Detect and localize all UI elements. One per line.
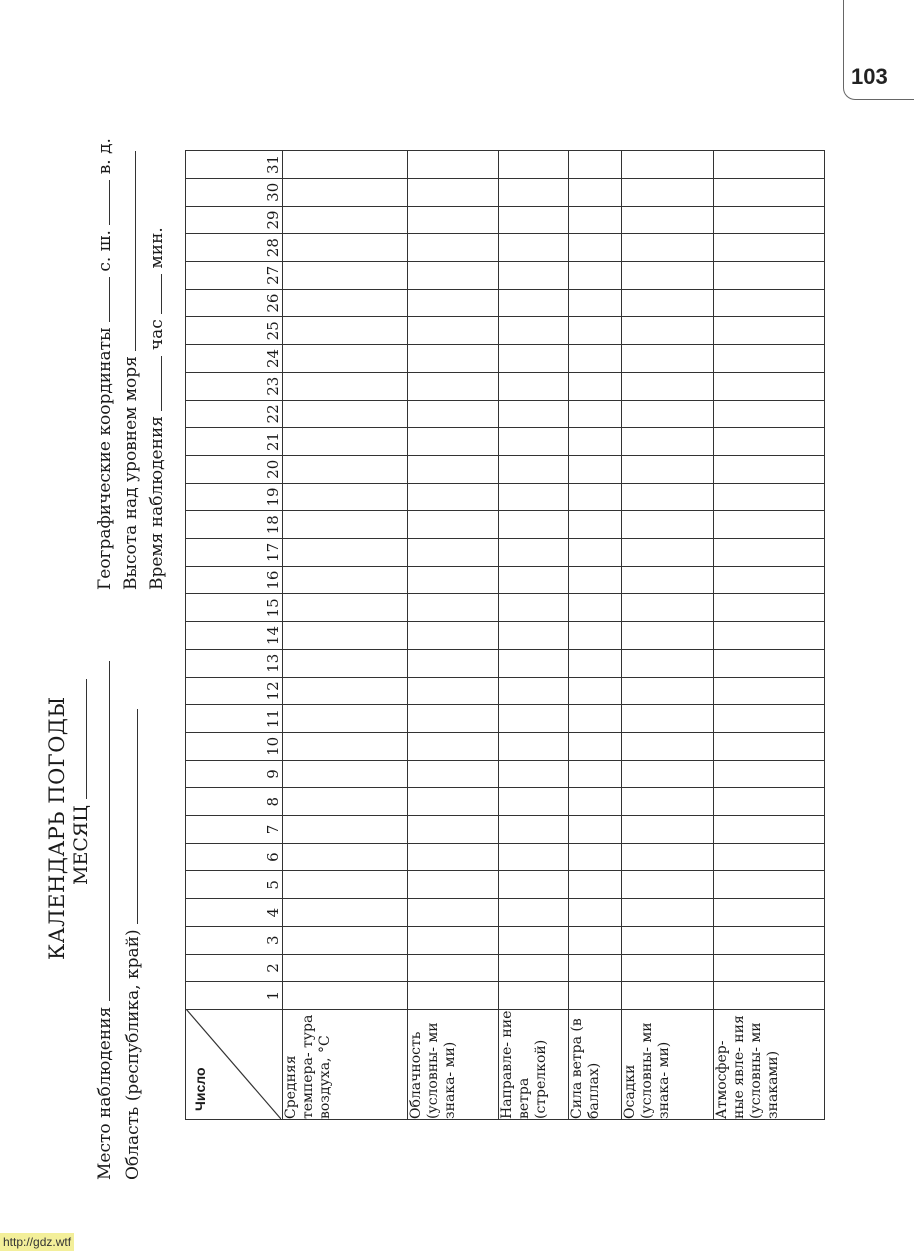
entry-cell[interactable] — [569, 760, 621, 788]
entry-cell[interactable] — [282, 345, 408, 373]
entry-cell[interactable] — [408, 788, 499, 816]
day-number: 10 — [186, 732, 283, 760]
entry-cell[interactable] — [408, 926, 499, 954]
entry-cell[interactable] — [569, 234, 621, 262]
entry-cell[interactable] — [569, 926, 621, 954]
entry-cell[interactable] — [282, 899, 408, 927]
entry-cell[interactable] — [569, 816, 621, 844]
entry-cell[interactable] — [498, 289, 568, 317]
entry-cell[interactable] — [714, 899, 825, 927]
table-row — [714, 151, 825, 1120]
table-row — [408, 151, 499, 1120]
row-label: Осадки (условны- ми знака- ми) — [621, 1010, 714, 1120]
entry-cell[interactable] — [408, 262, 499, 290]
entry-cell[interactable] — [714, 732, 825, 760]
entry-cell[interactable] — [498, 317, 568, 345]
day-number: 15 — [186, 594, 283, 622]
entry-cell[interactable] — [498, 234, 568, 262]
entry-cell[interactable] — [714, 178, 825, 206]
entry-cell[interactable] — [621, 871, 714, 899]
day-number: 4 — [186, 899, 283, 927]
weather-table — [185, 150, 825, 1120]
row-label: Облачность (условны- ми знака- ми) — [408, 1010, 499, 1120]
entry-cell[interactable] — [569, 566, 621, 594]
entry-cell[interactable] — [408, 483, 499, 511]
entry-cell[interactable] — [569, 539, 621, 567]
entry-cell[interactable] — [621, 649, 714, 677]
entry-cell[interactable] — [714, 455, 825, 483]
entry-cell[interactable] — [714, 511, 825, 539]
entry-cell[interactable] — [408, 400, 499, 428]
entry-cell[interactable] — [621, 400, 714, 428]
entry-cell[interactable] — [569, 871, 621, 899]
entry-cell[interactable] — [498, 649, 568, 677]
table-row — [282, 151, 408, 1120]
entry-cell[interactable] — [569, 677, 621, 705]
altitude-field: Высота над уровнем моря — [121, 151, 141, 590]
entry-cell[interactable] — [282, 289, 408, 317]
day-number: 9 — [186, 760, 283, 788]
day-header-row — [186, 151, 283, 1120]
entry-cell[interactable] — [408, 622, 499, 650]
coords-field: Географические координаты с. ш. в. д. — [95, 138, 115, 590]
entry-cell[interactable] — [714, 816, 825, 844]
day-number: 21 — [186, 428, 283, 456]
entry-cell[interactable] — [621, 899, 714, 927]
entry-cell[interactable] — [714, 400, 825, 428]
entry-cell[interactable] — [408, 151, 499, 179]
day-number: 24 — [186, 345, 283, 373]
entry-cell[interactable] — [569, 400, 621, 428]
entry-cell[interactable] — [714, 483, 825, 511]
entry-cell[interactable] — [282, 428, 408, 456]
page-number: 103 — [851, 64, 888, 89]
entry-cell[interactable] — [714, 954, 825, 982]
entry-cell[interactable] — [569, 345, 621, 373]
day-number: 19 — [186, 483, 283, 511]
entry-cell[interactable] — [621, 677, 714, 705]
entry-cell[interactable] — [621, 622, 714, 650]
page-title: КАЛЕНДАРЬ ПОГОДЫ — [45, 696, 69, 960]
day-number: 12 — [186, 677, 283, 705]
entry-cell[interactable] — [714, 428, 825, 456]
day-number: 11 — [186, 705, 283, 733]
entry-cell[interactable] — [282, 262, 408, 290]
entry-cell[interactable] — [282, 760, 408, 788]
entry-cell[interactable] — [282, 151, 408, 179]
day-number: 6 — [186, 843, 283, 871]
entry-cell[interactable] — [569, 788, 621, 816]
entry-cell[interactable] — [498, 566, 568, 594]
entry-cell[interactable] — [408, 289, 499, 317]
month-field: МЕСЯЦ — [70, 679, 92, 885]
entry-cell[interactable] — [621, 483, 714, 511]
entry-cell[interactable] — [282, 871, 408, 899]
entry-cell[interactable] — [569, 372, 621, 400]
entry-cell[interactable] — [282, 732, 408, 760]
entry-cell[interactable] — [408, 317, 499, 345]
day-number: 20 — [186, 455, 283, 483]
entry-cell[interactable] — [498, 372, 568, 400]
entry-cell[interactable] — [282, 816, 408, 844]
entry-cell[interactable] — [408, 206, 499, 234]
entry-cell[interactable] — [282, 234, 408, 262]
corner-cell — [186, 1010, 283, 1120]
time-field: Время наблюдения час мин. — [147, 227, 167, 590]
entry-cell[interactable] — [621, 345, 714, 373]
region-field: Область (республика, край) — [123, 709, 143, 1180]
entry-cell[interactable] — [714, 982, 825, 1010]
entry-cell[interactable] — [282, 705, 408, 733]
entry-cell[interactable] — [569, 594, 621, 622]
entry-cell[interactable] — [569, 622, 621, 650]
entry-cell[interactable] — [569, 455, 621, 483]
entry-cell[interactable] — [282, 954, 408, 982]
day-number: 13 — [186, 649, 283, 677]
place-field: Место наблюдения — [95, 661, 115, 1180]
entry-cell[interactable] — [282, 594, 408, 622]
day-number: 23 — [186, 372, 283, 400]
entry-cell[interactable] — [569, 843, 621, 871]
entry-cell[interactable] — [282, 622, 408, 650]
entry-cell[interactable] — [569, 178, 621, 206]
entry-cell[interactable] — [621, 151, 714, 179]
entry-cell[interactable] — [714, 677, 825, 705]
entry-cell[interactable] — [714, 372, 825, 400]
row-label: Атмосфер- ные явле- ния (условны- ми знаками) — [714, 1010, 825, 1120]
entry-cell[interactable] — [621, 428, 714, 456]
entry-cell[interactable] — [714, 926, 825, 954]
entry-cell[interactable] — [498, 428, 568, 456]
entry-cell[interactable] — [498, 899, 568, 927]
day-number: 18 — [186, 511, 283, 539]
entry-cell[interactable] — [569, 151, 621, 179]
day-number: 25 — [186, 317, 283, 345]
entry-cell[interactable] — [621, 234, 714, 262]
entry-cell[interactable] — [498, 483, 568, 511]
entry-cell[interactable] — [282, 483, 408, 511]
day-number: 8 — [186, 788, 283, 816]
table-row — [498, 151, 568, 1120]
entry-cell[interactable] — [714, 539, 825, 567]
entry-cell[interactable] — [282, 677, 408, 705]
entry-cell[interactable] — [408, 455, 499, 483]
entry-cell[interactable] — [282, 649, 408, 677]
entry-cell[interactable] — [408, 816, 499, 844]
table-row — [569, 151, 621, 1120]
corner-label: Число — [192, 1067, 209, 1111]
entry-cell[interactable] — [621, 511, 714, 539]
entry-cell[interactable] — [569, 483, 621, 511]
day-number: 17 — [186, 539, 283, 567]
entry-cell[interactable] — [282, 178, 408, 206]
entry-cell[interactable] — [621, 732, 714, 760]
entry-cell[interactable] — [498, 511, 568, 539]
entry-cell[interactable] — [408, 539, 499, 567]
entry-cell[interactable] — [282, 788, 408, 816]
entry-cell[interactable] — [714, 594, 825, 622]
entry-cell[interactable] — [621, 289, 714, 317]
entry-cell[interactable] — [498, 400, 568, 428]
entry-cell[interactable] — [714, 705, 825, 733]
day-number: 27 — [186, 262, 283, 290]
entry-cell[interactable] — [569, 511, 621, 539]
entry-cell[interactable] — [282, 400, 408, 428]
entry-cell[interactable] — [408, 705, 499, 733]
entry-cell[interactable] — [621, 760, 714, 788]
entry-cell[interactable] — [282, 843, 408, 871]
entry-cell[interactable] — [621, 594, 714, 622]
row-label: Сила ветра (в баллах) — [569, 1010, 621, 1120]
entry-cell[interactable] — [282, 926, 408, 954]
day-number: 31 — [186, 151, 283, 179]
entry-cell[interactable] — [282, 982, 408, 1010]
entry-cell[interactable] — [714, 760, 825, 788]
entry-cell[interactable] — [569, 732, 621, 760]
entry-cell[interactable] — [621, 705, 714, 733]
entry-cell[interactable] — [621, 816, 714, 844]
entry-cell[interactable] — [621, 566, 714, 594]
entry-cell[interactable] — [498, 816, 568, 844]
entry-cell[interactable] — [569, 705, 621, 733]
entry-cell[interactable] — [569, 289, 621, 317]
weather-calendar-sheet — [45, 140, 825, 1180]
entry-cell[interactable] — [621, 372, 714, 400]
entry-cell[interactable] — [569, 206, 621, 234]
entry-cell[interactable] — [498, 151, 568, 179]
day-number: 5 — [186, 871, 283, 899]
entry-cell[interactable] — [621, 843, 714, 871]
entry-cell[interactable] — [498, 622, 568, 650]
entry-cell[interactable] — [282, 511, 408, 539]
entry-cell[interactable] — [282, 206, 408, 234]
day-number: 3 — [186, 926, 283, 954]
entry-cell[interactable] — [498, 982, 568, 1010]
entry-cell[interactable] — [408, 594, 499, 622]
entry-cell[interactable] — [408, 345, 499, 373]
entry-cell[interactable] — [714, 345, 825, 373]
entry-cell[interactable] — [498, 760, 568, 788]
entry-cell[interactable] — [408, 899, 499, 927]
entry-cell[interactable] — [714, 871, 825, 899]
entry-cell[interactable] — [408, 234, 499, 262]
entry-cell[interactable] — [714, 206, 825, 234]
entry-cell[interactable] — [621, 954, 714, 982]
footer-link[interactable]: http://gdz.wtf — [0, 1233, 74, 1251]
entry-cell[interactable] — [408, 428, 499, 456]
entry-cell[interactable] — [408, 732, 499, 760]
entry-cell[interactable] — [498, 843, 568, 871]
entry-cell[interactable] — [408, 372, 499, 400]
entry-cell[interactable] — [282, 539, 408, 567]
entry-cell[interactable] — [569, 982, 621, 1010]
entry-cell[interactable] — [714, 234, 825, 262]
entry-cell[interactable] — [621, 455, 714, 483]
entry-cell[interactable] — [714, 289, 825, 317]
day-number: 1 — [186, 982, 283, 1010]
entry-cell[interactable] — [408, 649, 499, 677]
row-label: Средняя темпера- тура воздуха, °С — [282, 1010, 408, 1120]
day-number: 16 — [186, 566, 283, 594]
entry-cell[interactable] — [498, 178, 568, 206]
entry-cell[interactable] — [621, 317, 714, 345]
entry-cell[interactable] — [282, 317, 408, 345]
entry-cell[interactable] — [621, 788, 714, 816]
entry-cell[interactable] — [408, 843, 499, 871]
entry-cell[interactable] — [498, 871, 568, 899]
entry-cell[interactable] — [498, 705, 568, 733]
entry-cell[interactable] — [621, 178, 714, 206]
entry-cell[interactable] — [498, 455, 568, 483]
entry-cell[interactable] — [569, 262, 621, 290]
entry-cell[interactable] — [569, 899, 621, 927]
entry-cell[interactable] — [714, 317, 825, 345]
entry-cell[interactable] — [408, 871, 499, 899]
entry-cell[interactable] — [498, 539, 568, 567]
entry-cell[interactable] — [714, 151, 825, 179]
entry-cell[interactable] — [282, 566, 408, 594]
row-label: Направле- ние ветра (стрелкой) — [498, 1010, 568, 1120]
entry-cell[interactable] — [569, 954, 621, 982]
day-number: 26 — [186, 289, 283, 317]
entry-cell[interactable] — [408, 954, 499, 982]
entry-cell[interactable] — [621, 539, 714, 567]
entry-cell[interactable] — [714, 788, 825, 816]
entry-cell[interactable] — [621, 926, 714, 954]
day-number: 30 — [186, 178, 283, 206]
entry-cell[interactable] — [282, 455, 408, 483]
day-number: 22 — [186, 400, 283, 428]
entry-cell[interactable] — [408, 511, 499, 539]
entry-cell[interactable] — [408, 760, 499, 788]
day-number: 28 — [186, 234, 283, 262]
entry-cell[interactable] — [569, 649, 621, 677]
entry-cell[interactable] — [498, 788, 568, 816]
entry-cell[interactable] — [569, 428, 621, 456]
entry-cell[interactable] — [498, 926, 568, 954]
entry-cell[interactable] — [408, 178, 499, 206]
entry-cell[interactable] — [498, 732, 568, 760]
entry-cell[interactable] — [498, 954, 568, 982]
entry-cell[interactable] — [621, 262, 714, 290]
entry-cell[interactable] — [621, 982, 714, 1010]
entry-cell[interactable] — [714, 622, 825, 650]
day-number: 29 — [186, 206, 283, 234]
entry-cell[interactable] — [569, 317, 621, 345]
day-number: 7 — [186, 816, 283, 844]
entry-cell[interactable] — [714, 843, 825, 871]
entry-cell[interactable] — [498, 262, 568, 290]
entry-cell[interactable] — [498, 345, 568, 373]
day-number: 2 — [186, 954, 283, 982]
entry-cell[interactable] — [714, 566, 825, 594]
entry-cell[interactable] — [408, 982, 499, 1010]
table-row — [621, 151, 714, 1120]
entry-cell[interactable] — [408, 677, 499, 705]
entry-cell[interactable] — [408, 566, 499, 594]
entry-cell[interactable] — [498, 594, 568, 622]
entry-cell[interactable] — [498, 677, 568, 705]
entry-cell[interactable] — [714, 649, 825, 677]
entry-cell[interactable] — [714, 262, 825, 290]
entry-cell[interactable] — [282, 372, 408, 400]
entry-cell[interactable] — [621, 206, 714, 234]
day-number: 14 — [186, 622, 283, 650]
entry-cell[interactable] — [498, 206, 568, 234]
